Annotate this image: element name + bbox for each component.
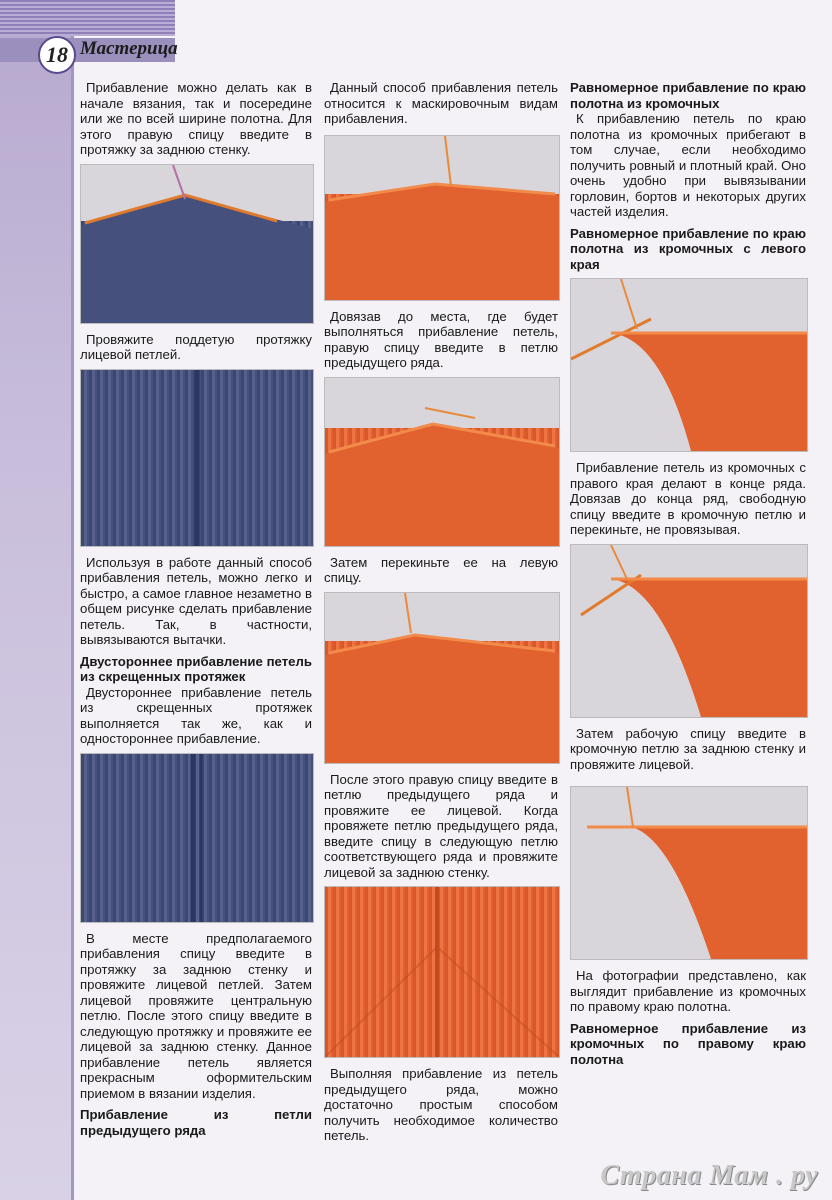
photo-orange-edge-final (570, 786, 808, 960)
photo-orange-needle-3 (324, 592, 560, 764)
col2-paragraph-1: Данный способ прибавления петель относится к маскировочным видам прибавления. (324, 80, 558, 126)
col1-heading-1: Двустороннее прибавление петель из скрещенных протяжек (80, 653, 312, 684)
col1-paragraph-1: Прибавление можно делать как в начале вязания, так и посередине или же по всей ширине полотна. Для этого правую спицу введите в протяжку за заднюю стенку. (80, 80, 312, 157)
col3-heading-1: Равномерное прибавление по краю полотна из кромочных (570, 80, 806, 111)
page-number: 18 (38, 36, 76, 74)
col1-paragraph-4: Двустороннее прибавление петель из скрещенных протяжек выполняется так же, как и одностороннее прибавление. (80, 684, 312, 746)
col2-paragraph-2: Довязав до места, где будет выполняться прибавление петель, правую спицу введите в петлю предыдущего ряда. (324, 308, 558, 370)
magazine-title: Мастерица (80, 38, 178, 59)
col2-paragraph-5: Выполняя прибавление из петель предыдущего ряда, можно достаточно простым способом получить необходимое количество петель. (324, 1066, 558, 1143)
column-1 (80, 80, 312, 1138)
photo-orange-needle-1 (324, 135, 560, 301)
column-3 (570, 80, 806, 1067)
photo-blue-knit-double (80, 753, 314, 923)
col3-paragraph-1: К прибавлению петель по краю полотна из кромочных прибегают в том случае, если необходимо получить ровный и плотный край. Оно очень удобно при вывязывании горловин, бортов и некоторых других частей изделия. (570, 111, 806, 219)
col1-paragraph-5: В месте предполагаемого прибавления спицу введите в протяжку за заднюю стенку и провяжите лицевой петлей. Затем лицевой провяжите центральную петлю. После этого спицу введите в следующую протяжку и провяжите ее лицевой за заднюю стенку. Данное прибавление петель является прекрасным оформительским приемом в вязании изделия. (80, 930, 312, 1101)
col3-paragraph-4: На фотографии представлено, как выглядит прибавление из кромочных по правому краю полотна. (570, 968, 806, 1014)
photo-orange-edge-right (570, 544, 808, 718)
photo-orange-increase (324, 886, 560, 1058)
photo-blue-knit-needle (80, 164, 314, 324)
site-watermark: Страна Мам . ру (600, 1160, 818, 1191)
col3-heading-2: Равномерное прибавление по краю полотна из кромочных с левого края (570, 225, 806, 272)
photo-orange-needle-2 (324, 377, 560, 547)
col3-paragraph-2: Прибавление петель из кромочных с правого края делают в конце ряда. Довязав до конца ряд, свободную спицу введите в кромочную петлю и перекиньте, не провязывая. (570, 460, 806, 537)
photo-orange-edge-left (570, 278, 808, 452)
col1-paragraph-3: Используя в работе данный способ прибавления петель, можно легко и быстро, а самое главное незаметно в общем рисунке сделать прибавление петель. Так, в частности, вывязываются вытачки. (80, 554, 312, 647)
col3-heading-3: Равномерное прибавление из кромочных по правому краю полотна (570, 1020, 806, 1067)
photo-blue-knit-increase (80, 369, 314, 547)
col1-heading-2: Прибавление из петли предыдущего ряда (80, 1107, 312, 1138)
page-sidebar (0, 0, 74, 1200)
header-stripe (0, 0, 175, 36)
column-2 (324, 80, 558, 1150)
col2-paragraph-3: Затем перекиньте ее на левую спицу. (324, 554, 558, 585)
col1-paragraph-2: Провяжите поддетую протяжку лицевой петлей. (80, 331, 312, 362)
col2-paragraph-4: После этого правую спицу введите в петлю предыдущего ряда и провяжите ее лицевой. Когда провяжете петлю предыдущего ряда, введите спицу в следующую петлю соответствующего ряда и провяжите лицевой за заднюю стенку. (324, 771, 558, 880)
col3-paragraph-3: Затем рабочую спицу введите в кромочную петлю за заднюю стенку и провяжите лицевой. (570, 725, 806, 772)
